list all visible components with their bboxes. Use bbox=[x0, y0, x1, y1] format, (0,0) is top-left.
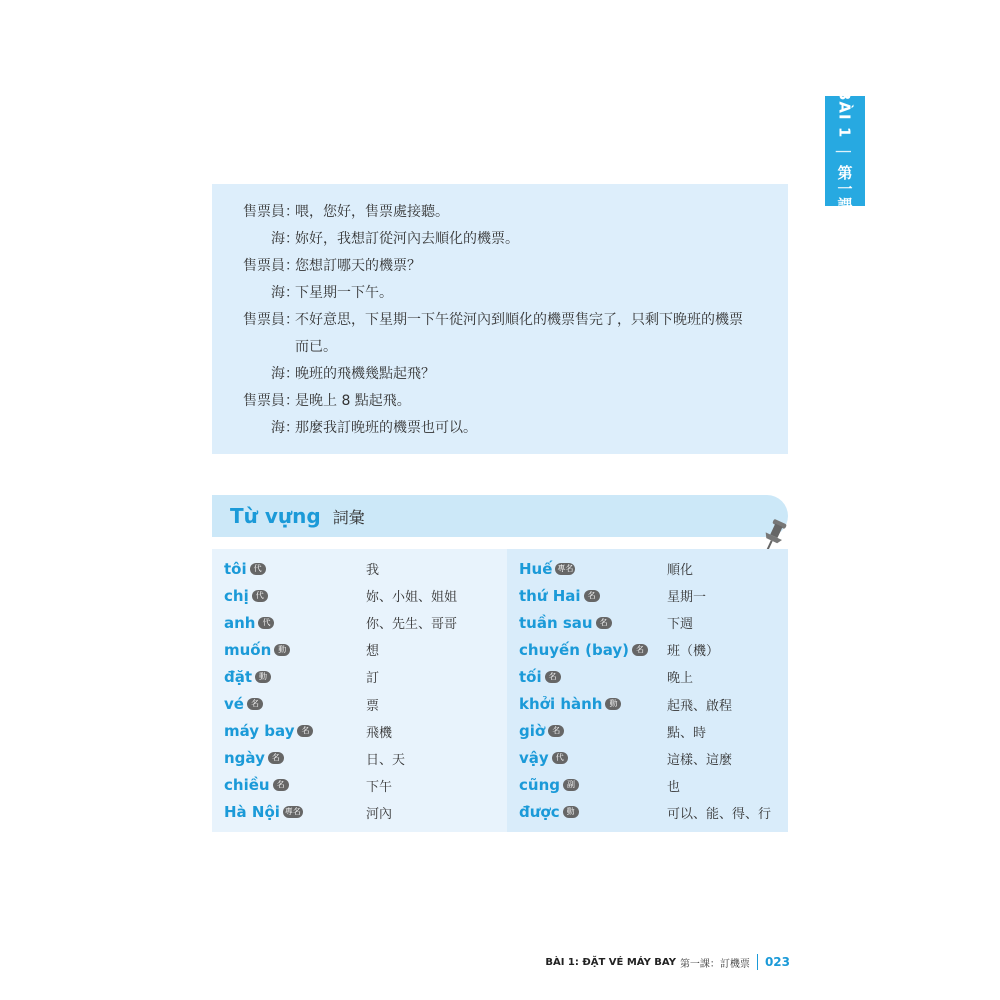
speaker bbox=[212, 334, 285, 361]
vocab-row bbox=[507, 663, 788, 690]
vocab-row bbox=[212, 690, 507, 717]
vocab-word: chiều bbox=[224, 776, 270, 795]
vocab-row bbox=[507, 690, 788, 717]
pos-badge: 名 bbox=[268, 752, 284, 764]
pos-badge: 代 bbox=[552, 752, 568, 764]
pos-badge: 名 bbox=[632, 644, 648, 656]
pos-badge: 代 bbox=[258, 617, 274, 629]
dialogue-text: 那麼我訂晚班的機票也可以。 bbox=[295, 420, 477, 436]
vocab-title-zh: 詞彙 bbox=[332, 507, 365, 527]
vocab-word: giờ bbox=[519, 722, 546, 741]
footer-lesson-title-zh: 第一課：訂機票 bbox=[679, 958, 750, 970]
vocab-row bbox=[507, 718, 788, 745]
vocab-meaning: 日、天 bbox=[366, 752, 406, 768]
vocab-word: chuyến (bay) bbox=[519, 640, 629, 659]
dialogue-line bbox=[212, 280, 788, 307]
dialogue-text: 不好意思，下星期一下午從河內到順化的機票售完了，只剩下晚班的機票 bbox=[295, 312, 743, 328]
vocab-word: cũng bbox=[519, 776, 560, 795]
speaker: 海 bbox=[271, 285, 285, 301]
vocab-table bbox=[212, 549, 788, 832]
colon: ： bbox=[285, 285, 299, 301]
pos-badge: 名 bbox=[545, 671, 561, 683]
vocab-meaning: 下週 bbox=[667, 617, 694, 633]
dialogue-text: 喂，您好，售票處接聽。 bbox=[295, 204, 449, 220]
vocab-row bbox=[212, 745, 507, 772]
pos-badge: 名 bbox=[273, 779, 289, 791]
vocab-meaning: 下午 bbox=[366, 779, 393, 795]
speaker: 海 bbox=[271, 420, 285, 436]
vocab-column-left bbox=[212, 555, 507, 826]
vocab-row bbox=[212, 663, 507, 690]
vocab-meaning: 你、先生、哥哥 bbox=[366, 617, 458, 633]
colon: ： bbox=[285, 420, 299, 436]
vocab-word: tối bbox=[519, 667, 542, 686]
vocab-row bbox=[507, 582, 788, 609]
dialogue-line bbox=[212, 226, 788, 253]
vocab-meaning: 晚上 bbox=[667, 671, 694, 687]
vocab-meaning: 順化 bbox=[667, 563, 694, 579]
colon: ： bbox=[285, 312, 299, 328]
vocab-header bbox=[212, 495, 788, 537]
dialogue-line bbox=[212, 199, 788, 226]
pos-badge: 動 bbox=[255, 671, 271, 683]
dialogue-text: 而已。 bbox=[295, 339, 337, 355]
vocab-word: muốn bbox=[224, 640, 272, 659]
speaker: 售票員 bbox=[243, 312, 285, 328]
dialogue-text: 您想訂哪天的機票？ bbox=[295, 258, 421, 274]
vocab-meaning: 河內 bbox=[366, 806, 393, 822]
vocab-word: ngày bbox=[224, 749, 265, 768]
pos-badge: 動 bbox=[274, 644, 290, 656]
vocab-meaning: 班（機） bbox=[667, 644, 720, 660]
dialogue-line bbox=[212, 388, 788, 415]
vocab-meaning: 也 bbox=[667, 779, 681, 795]
vocab-row bbox=[212, 555, 507, 582]
vocab-meaning: 點、時 bbox=[667, 725, 707, 741]
vocab-word: được bbox=[519, 803, 560, 822]
pos-badge: 名 bbox=[548, 725, 564, 737]
dialogue-line-continuation bbox=[212, 334, 788, 361]
colon: ： bbox=[285, 258, 299, 274]
vocab-meaning: 飛機 bbox=[366, 725, 393, 741]
vocab-word: chị bbox=[224, 586, 249, 605]
colon: ： bbox=[285, 366, 299, 382]
dialogue-line bbox=[212, 253, 788, 280]
vocab-row bbox=[507, 745, 788, 772]
vocab-meaning: 妳、小姐、姐姐 bbox=[366, 590, 458, 606]
page-footer bbox=[540, 953, 790, 971]
vocab-row bbox=[507, 609, 788, 636]
vocab-word: khởi hành bbox=[519, 695, 603, 714]
lesson-side-tab bbox=[825, 89, 865, 213]
page-number: 023 bbox=[764, 955, 790, 969]
side-tab-separator: | bbox=[835, 148, 854, 155]
dialogue-box bbox=[212, 184, 788, 454]
pos-badge: 副 bbox=[563, 779, 579, 791]
colon: ： bbox=[285, 393, 299, 409]
vocab-row bbox=[507, 799, 788, 826]
pos-badge: 動 bbox=[563, 806, 579, 818]
pos-badge: 名 bbox=[247, 698, 263, 710]
side-tab-lesson-vi: BÀI 1 bbox=[835, 89, 854, 139]
dialogue-text: 是晚上 8 點起飛。 bbox=[295, 393, 411, 409]
speaker: 售票員 bbox=[243, 204, 285, 220]
vocab-meaning: 可以、能、得、行 bbox=[667, 806, 772, 822]
vocab-meaning: 想 bbox=[366, 644, 380, 660]
dialogue-line bbox=[212, 361, 788, 388]
speaker: 售票員 bbox=[243, 393, 285, 409]
vocab-word: thứ Hai bbox=[519, 586, 581, 605]
vocab-row bbox=[507, 555, 788, 582]
vocab-word: vé bbox=[224, 695, 244, 714]
vocab-word: anh bbox=[224, 613, 256, 632]
footer-lesson-title-vi: BÀI 1: ĐẶT VÉ MÁY BAY bbox=[545, 956, 676, 968]
speaker: 海 bbox=[271, 231, 285, 247]
dialogue-text: 下星期一下午。 bbox=[295, 285, 393, 301]
vocab-row bbox=[212, 609, 507, 636]
vocab-column-right bbox=[507, 549, 788, 832]
vocab-word: vậy bbox=[519, 749, 549, 768]
vocab-word: Hà Nội bbox=[224, 803, 280, 822]
vocab-word: tôi bbox=[224, 559, 247, 578]
pos-badge: 動 bbox=[605, 698, 621, 710]
dialogue-line bbox=[212, 415, 788, 442]
speaker: 海 bbox=[271, 366, 285, 382]
vocab-row bbox=[212, 718, 507, 745]
colon: ： bbox=[285, 204, 299, 220]
dialogue-line bbox=[212, 307, 788, 334]
pos-badge: 名 bbox=[297, 725, 313, 737]
colon: ： bbox=[285, 231, 299, 247]
pos-badge: 代 bbox=[250, 563, 266, 575]
vocab-row bbox=[507, 772, 788, 799]
vocab-word: máy bay bbox=[224, 722, 295, 741]
vocab-row bbox=[507, 636, 788, 663]
dialogue-text: 晚班的飛機幾點起飛？ bbox=[295, 366, 435, 382]
vocab-word: đặt bbox=[224, 667, 253, 686]
pos-badge: 名 bbox=[584, 590, 600, 602]
vocab-meaning: 訂 bbox=[366, 671, 380, 687]
vocab-meaning: 票 bbox=[366, 698, 380, 714]
vocab-row bbox=[212, 772, 507, 799]
vocab-word: Huế bbox=[519, 559, 553, 578]
dialogue-text: 妳好，我想訂從河內去順化的機票。 bbox=[295, 231, 519, 247]
vocab-row bbox=[212, 582, 507, 609]
side-tab-lesson-zh: 第一課 bbox=[835, 164, 854, 213]
speaker: 售票員 bbox=[243, 258, 285, 274]
vocab-meaning: 星期一 bbox=[667, 590, 707, 606]
vocab-meaning: 起飛、啟程 bbox=[667, 698, 733, 714]
pos-badge: 代 bbox=[252, 590, 268, 602]
vocab-word: tuần sau bbox=[519, 613, 593, 632]
pos-badge: 專名 bbox=[557, 563, 574, 573]
vocab-meaning: 這樣、這麼 bbox=[667, 752, 733, 768]
vocab-title-vi: Từ vựng bbox=[230, 504, 321, 528]
pos-badge: 名 bbox=[596, 617, 612, 629]
vocab-row bbox=[212, 636, 507, 663]
vocab-meaning: 我 bbox=[366, 563, 380, 579]
footer-divider bbox=[757, 954, 758, 970]
vocab-row bbox=[212, 799, 507, 826]
pos-badge: 專名 bbox=[284, 807, 301, 817]
